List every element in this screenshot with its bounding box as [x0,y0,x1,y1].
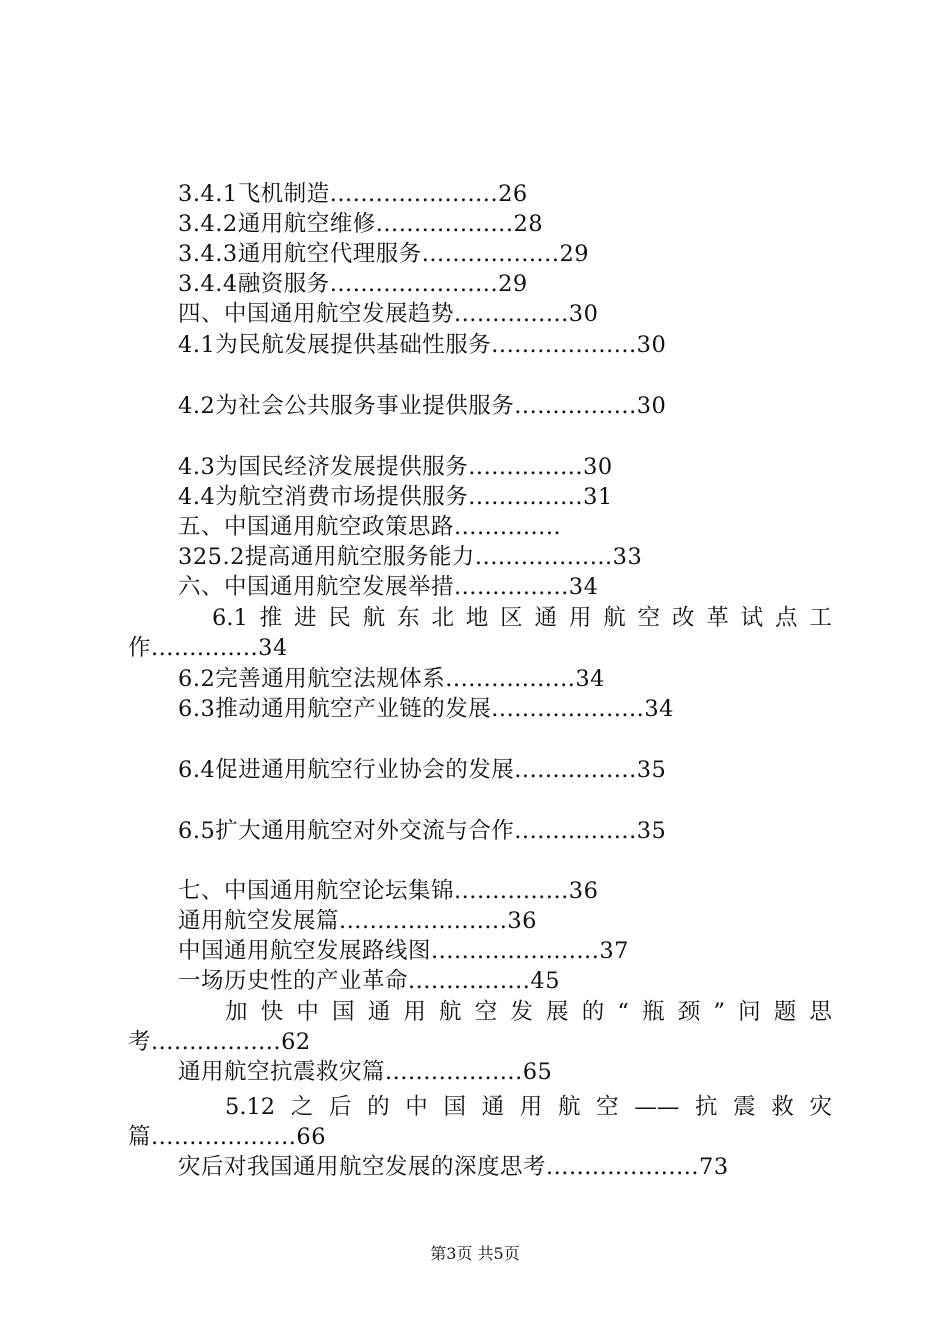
toc-entry-4-2: 4.2为社会公共服务事业提供服务................30 [178,393,667,419]
toc-entry-4-3: 4.3为国民经济发展提供服务...............30 [178,454,613,480]
toc-char: 工 [809,605,832,631]
toc-char: 震 [733,1094,756,1120]
toc-char: 航 [603,605,626,631]
toc-char: 空 [637,605,661,631]
toc-char: 航 [557,1094,581,1120]
toc-char: 思 [809,999,832,1025]
toc-entry-after-512-line1 [225,1093,832,1121]
toc-char: 抗 [694,1094,718,1120]
toc-entry-chapter-4: 四、中国通用航空发展趋势...............30 [178,301,599,327]
toc-entry-bottleneck-line2: 考.................62 [128,1029,311,1055]
toc-entry-earthquake: 通用航空抗震救灾篇..................65 [178,1059,553,1085]
toc-entry-6-5: 6.5扩大通用航空对外交流与合作................35 [178,818,667,844]
toc-char: 区 [500,605,523,631]
toc-char: 后 [328,1094,352,1120]
toc-char: 空 [596,1094,619,1120]
toc-char: 6.1 [212,605,248,631]
toc-entry-6-1-line1 [212,604,832,632]
toc-entry-4-4: 4.4为航空消费市场提供服务...............31 [178,484,613,510]
toc-char: 东 [397,605,420,631]
toc-entry-6-1-line2: 作..............34 [128,635,288,661]
toc-char: 灾 [809,1094,832,1120]
toc-char: 用 [568,605,592,631]
toc-char: 颈 [677,999,701,1025]
toc-char: “ [617,999,629,1025]
toc-char: 国 [443,1094,466,1120]
toc-char: 推 [259,605,283,631]
toc-entry-6-3: 6.3推动通用航空产业链的发展....................34 [178,696,674,722]
toc-char: 试 [740,605,764,631]
toc-entry-after-512-line2: 篇...................66 [128,1124,327,1150]
toc-char: 题 [773,999,797,1025]
toc-char: 的 [367,1094,390,1120]
page-footer: 第3页 共5页 [430,1244,520,1263]
toc-char: 民 [328,605,351,631]
toc-char: 加 [225,999,248,1025]
toc-entry-reflection: 灾后对我国通用航空发展的深度思考....................73 [178,1154,729,1180]
toc-char: 中 [405,1094,428,1120]
toc-char: 中 [296,999,319,1025]
toc-char: 通 [534,605,558,631]
toc-char: 发 [510,999,533,1025]
toc-char: —— [634,1094,680,1120]
toc-entry-roadmap: 中国通用航空发展路线图......................37 [178,938,629,964]
toc-entry-3-4-4: 3.4.4融资服务......................29 [178,271,528,297]
toc-char: 快 [260,999,284,1025]
toc-entry-6-4: 6.4促进通用航空行业协会的发展................35 [178,757,667,783]
toc-char: 通 [481,1094,505,1120]
toc-char: 北 [431,605,454,631]
toc-entry-6-2: 6.2完善通用航空法规体系.................34 [178,666,605,692]
toc-char: 空 [474,999,498,1025]
toc-entry-bottleneck-line1 [225,998,832,1026]
toc-entry-chapter-6: 六、中国通用航空发展举措...............34 [178,574,599,600]
toc-char: 用 [403,999,426,1025]
toc-char: 国 [332,999,355,1025]
toc-char: 之 [290,1094,314,1120]
toc-char: 进 [294,605,317,631]
toc-char: 点 [775,605,798,631]
toc-char: ” [713,999,725,1025]
toc-entry-5-2: 325.2提高通用航空服务能力..................33 [178,544,643,570]
toc-entry-chapter-7: 七、中国通用航空论坛集锦...............36 [178,878,599,904]
toc-entry-development: 通用航空发展篇......................36 [178,908,537,934]
toc-char: 用 [519,1094,543,1120]
toc-char: 航 [362,605,386,631]
toc-entry-3-4-2: 3.4.2通用航空维修..................28 [178,211,544,237]
toc-char: 通 [367,999,391,1025]
toc-char: 问 [738,999,761,1025]
toc-entry-revolution: 一场历史性的产业革命................45 [178,968,561,994]
toc-char: 革 [706,605,729,631]
toc-char: 瓶 [642,999,665,1025]
toc-char: 地 [465,605,489,631]
toc-char: 展 [546,999,569,1025]
toc-char: 的 [581,999,605,1025]
toc-char: 救 [771,1094,794,1120]
toc-entry-3-4-3: 3.4.3通用航空代理服务..................29 [178,241,590,267]
toc-entry-chapter-5: 五、中国通用航空政策思路.............. [178,514,562,540]
toc-char: 航 [439,999,462,1025]
toc-entry-4-1: 4.1为民航发展提供基础性服务...................30 [178,332,667,358]
toc-char: 5.12 [225,1094,276,1120]
toc-entry-3-4-1: 3.4.1飞机制造......................26 [178,181,528,207]
toc-char: 改 [671,605,695,631]
